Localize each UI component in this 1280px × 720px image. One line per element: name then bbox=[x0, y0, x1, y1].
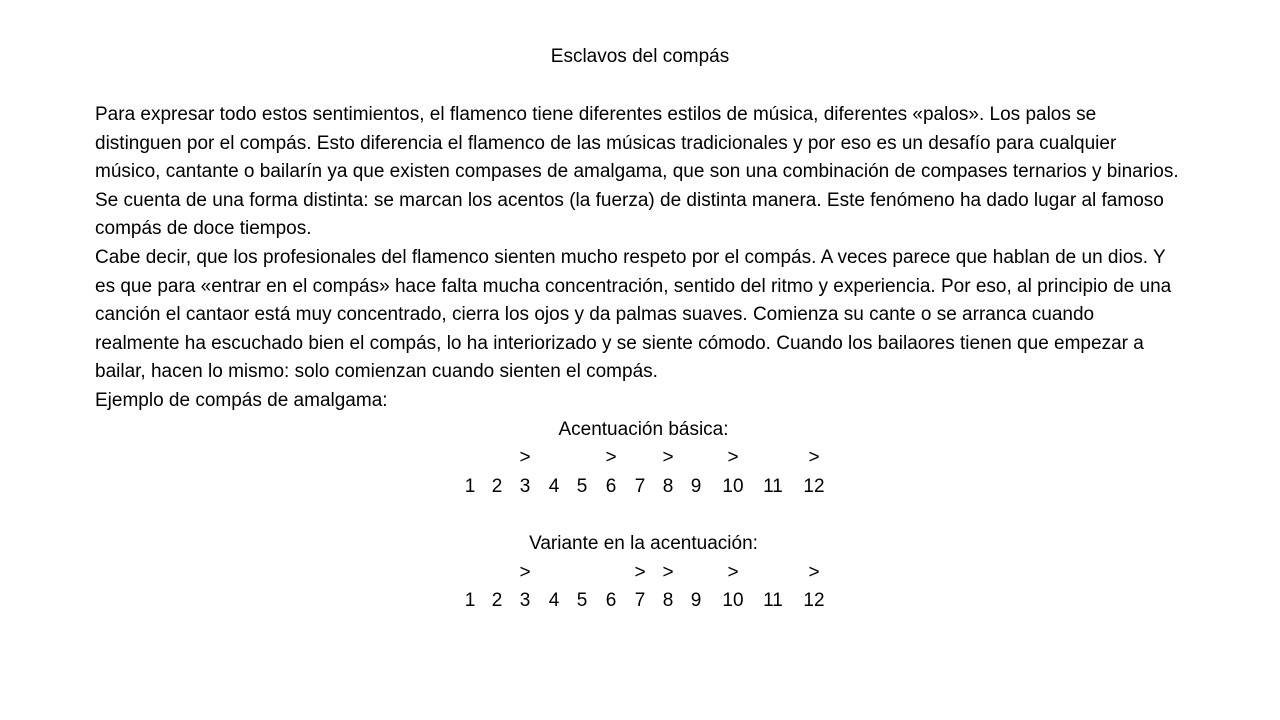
beat-number: 10 bbox=[722, 475, 744, 497]
beat-number: 8 bbox=[662, 475, 674, 497]
body-text bbox=[95, 101, 1180, 616]
accent-mark: > bbox=[808, 561, 820, 583]
beat-number: 9 bbox=[690, 475, 702, 497]
beat-number: 3 bbox=[519, 475, 531, 497]
beat-number: 5 bbox=[576, 590, 588, 612]
accent-mark: > bbox=[605, 447, 617, 469]
accent-mark: > bbox=[727, 561, 739, 583]
beat-number: 12 bbox=[803, 590, 825, 612]
paragraph-palos: Para expresar todo estos sentimientos, el flamenco tiene diferentes estilos de música, diferentes «palos». Los palos se distinguen por el compás. Esto diferencia el flamenco de las músicas tradicionales y por eso es un desafío para cualquier músico, cantante o bailarín ya que existen compases de amalgama, que son una combinación de compases ternarios y binarios. Se cuenta de una forma distinta: se marcan los acentos (la fuerza) de distinta manera. Este fenómeno ha dado lugar al famoso compás de doce tiempos. bbox=[95, 104, 1179, 240]
slide-title: Esclavos del compás bbox=[550, 46, 730, 67]
beat-number: 10 bbox=[722, 590, 744, 612]
accent-mark: > bbox=[808, 447, 820, 469]
beat-number: 11 bbox=[763, 475, 783, 497]
accent-row-basic bbox=[95, 444, 1180, 473]
paragraph-ejemplo: Ejemplo de compás de amalgama: bbox=[95, 389, 388, 411]
beat-number: 11 bbox=[763, 590, 783, 612]
accent-mark: > bbox=[519, 561, 531, 583]
beat-number: 12 bbox=[803, 475, 825, 497]
beat-row-variant bbox=[95, 587, 1180, 616]
beat-number: 1 bbox=[464, 590, 476, 612]
beat-number: 4 bbox=[548, 475, 560, 497]
accent-mark: > bbox=[519, 447, 531, 469]
accent-mark: > bbox=[662, 447, 674, 469]
accent-mark: > bbox=[634, 561, 646, 583]
example-heading-basic: Acentuación básica: bbox=[558, 418, 729, 440]
beat-number: 6 bbox=[605, 590, 617, 612]
beat-number: 8 bbox=[662, 590, 674, 612]
beat-number: 2 bbox=[491, 475, 503, 497]
example-heading-variant: Variante en la acentuación: bbox=[529, 532, 758, 554]
beat-number: 2 bbox=[491, 590, 503, 612]
beat-number: 5 bbox=[576, 475, 588, 497]
beat-number: 4 bbox=[548, 590, 560, 612]
accent-row-variant bbox=[95, 559, 1180, 588]
beat-row-basic bbox=[95, 473, 1180, 502]
accent-mark: > bbox=[727, 447, 739, 469]
accent-mark: > bbox=[662, 561, 674, 583]
beat-number: 3 bbox=[519, 590, 531, 612]
spacer bbox=[95, 501, 1180, 530]
beat-number: 7 bbox=[634, 475, 646, 497]
beat-number: 1 bbox=[464, 475, 476, 497]
beat-number: 6 bbox=[605, 475, 617, 497]
beat-number: 9 bbox=[690, 590, 702, 612]
paragraph-respeto: Cabe decir, que los profesionales del flamenco sienten mucho respeto por el compás. A veces parece que hablan de un dios. Y es que para «entrar en el compás» hace falta mucha concentración, sentido del ritmo y experiencia. Por eso, al principio de una canción el cantaor está muy concentrado, cierra los ojos y da palmas suaves. Comienza su cante o se arranca cuando realmente ha escuchado bien el compás, lo ha interiorizado y se siente cómodo. Cuando los bailaores tienen que empezar a bailar, hacen lo mismo: solo comienzan cuando sienten el compás. bbox=[95, 246, 1172, 383]
beat-number: 7 bbox=[634, 590, 646, 612]
